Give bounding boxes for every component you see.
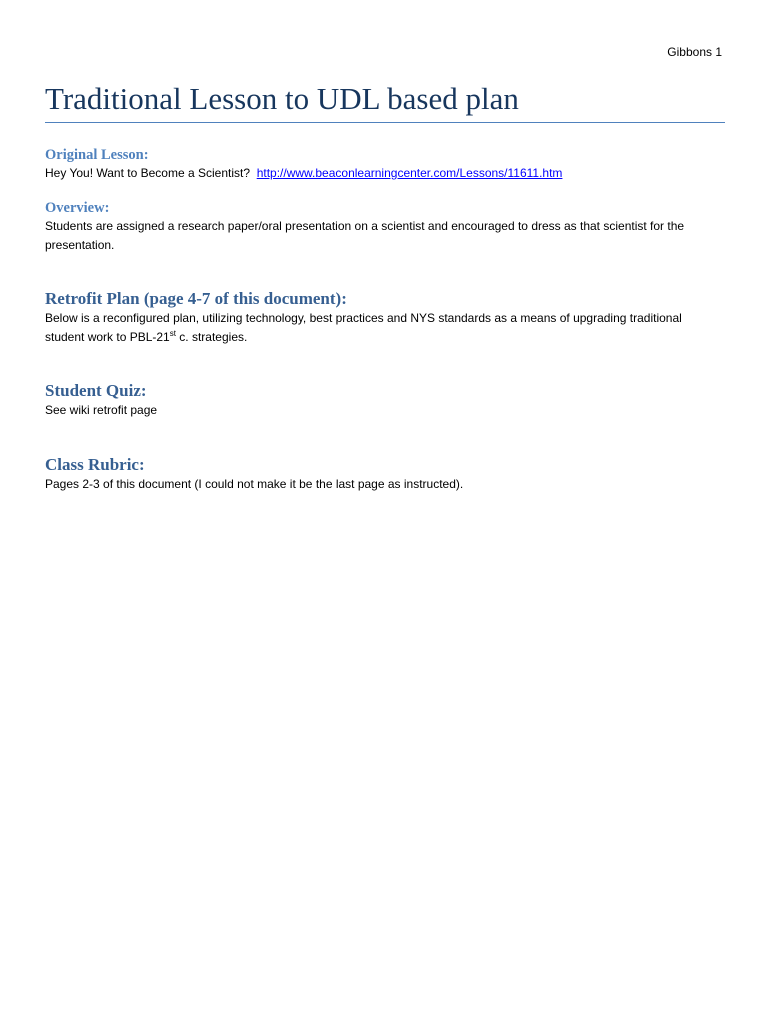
retrofit-line-2-pre: student work to PBL-21 — [45, 330, 170, 344]
section-overview — [45, 199, 725, 255]
page-header-label: Gibbons 1 — [667, 45, 722, 59]
retrofit-line-2 — [45, 328, 725, 347]
document-title: Traditional Lesson to UDL based plan — [45, 80, 725, 123]
section-class-rubric — [45, 454, 725, 494]
retrofit-line-1: Below is a reconfigured plan, utilizing technology, best practices and NYS standards as a means of upgrading traditional — [45, 311, 682, 325]
overview-line-1: Students are assigned a research paper/oral presentation on a scientist and encouraged to dress as that scientist for the — [45, 219, 685, 233]
quiz-text: See wiki retrofit page — [45, 403, 158, 417]
quiz-heading: Student Quiz: — [45, 381, 147, 400]
original-lesson-link[interactable]: http://www.beaconlearningcenter.com/Lessons/11611.htm — [256, 166, 563, 180]
section-original-lesson — [45, 146, 725, 183]
overview-heading: Overview: — [45, 200, 110, 216]
retrofit-line-2-post: c. strategies. — [175, 330, 248, 344]
rubric-text: Pages 2-3 of this document (I could not make it be the last page as instructed). — [45, 477, 464, 491]
original-lesson-text — [45, 164, 725, 183]
retrofit-line-2-sup: st — [169, 329, 176, 338]
rubric-heading: Class Rubric: — [45, 455, 145, 474]
section-retrofit-plan — [45, 288, 725, 347]
original-lesson-heading: Original Lesson: — [45, 147, 149, 163]
section-student-quiz — [45, 380, 725, 420]
retrofit-heading: Retrofit Plan (page 4-7 of this document): — [45, 289, 347, 308]
original-lesson-title: Hey You! Want to Become a Scientist? — [45, 166, 251, 180]
overview-line-2: presentation. — [45, 238, 115, 252]
